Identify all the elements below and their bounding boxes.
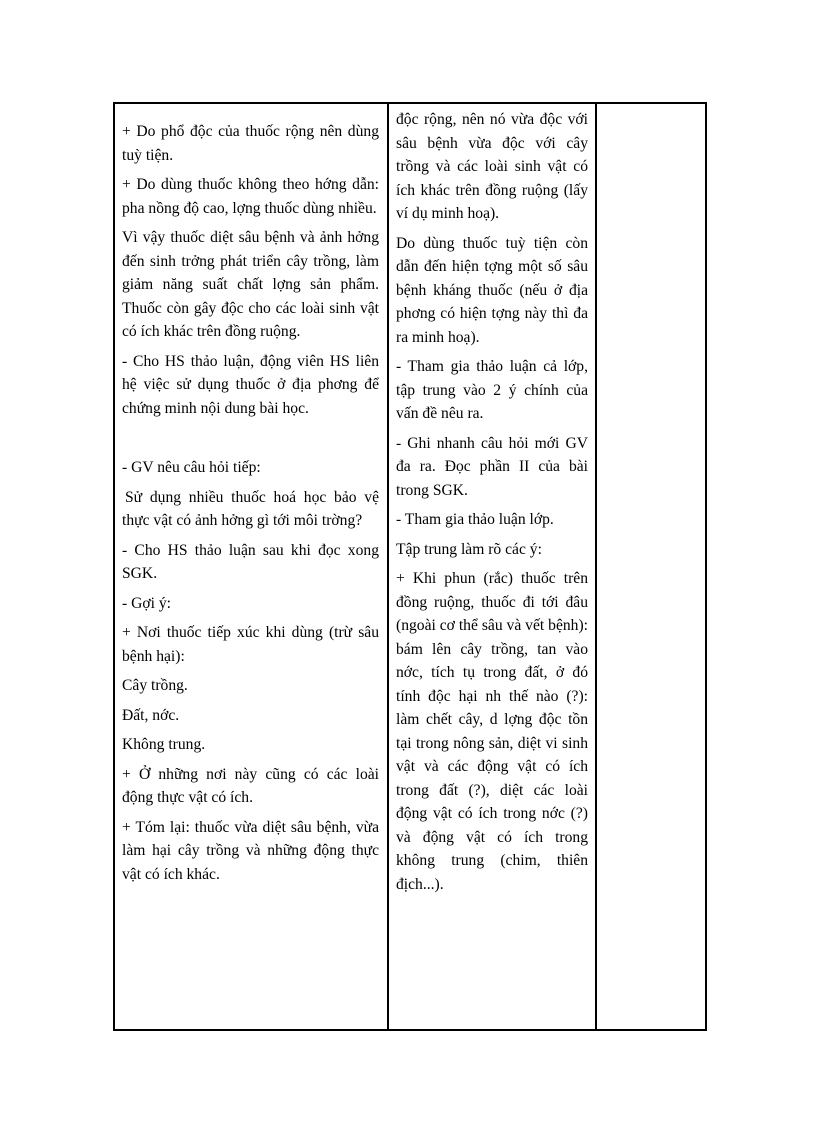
paragraph: - Cho HS thảo luận sau khi đọc xong SGK.: [122, 541, 379, 582]
notes-column: [596, 103, 706, 1030]
paragraph: - GV nêu câu hỏi tiếp:: [122, 459, 261, 476]
paragraph: + Do phổ độc của thuốc rộng nên dùng tuỳ tiện.: [122, 123, 379, 164]
notes-cell: [597, 104, 705, 1013]
paragraph: - Tham gia thảo luận cả lớp, tập trung vào 2 ý chính của vấn đề nêu ra.: [396, 358, 588, 422]
paragraph: + Nơi thuốc tiếp xúc khi dùng (trừ sâu bệnh hại):: [122, 624, 379, 665]
paragraph: + Tóm lại: thuốc vừa diệt sâu bệnh, vừa làm hại cây trồng và những động thực vật có ích khác.: [122, 818, 379, 883]
paragraph: Tập trung làm rõ các ý:: [396, 540, 542, 558]
paragraph: + Ở những nơi này cũng có các loài động thực vật có ích.: [122, 765, 379, 806]
teacher-activity-column: [114, 103, 388, 1030]
paragraph: - Cho HS thảo luận, động viên HS liên hệ việc sử dụng thuốc ở địa phơng để chứng minh nội dung bài học.: [122, 352, 379, 417]
paragraph: - Tham gia thảo luận lớp.: [396, 511, 554, 528]
paragraph: Vì vậy thuốc diệt sâu bệnh và ảnh hởng đến sinh trởng phát triển cây trồng, làm giảm năng suất chất lợng sản phẩm. Thuốc còn gây độc cho các loài sinh vật có ích khác trên đồng ruộng.: [122, 229, 379, 340]
student-activity-column: [388, 103, 596, 1030]
paragraph: Sử dụng nhiều thuốc hoá học bảo vệ thực vật có ảnh hởng gì tới môi trờng?: [122, 488, 379, 529]
paragraph: Do dùng thuốc tuỳ tiện còn dẫn đến hiện tợng một số sâu bệnh kháng thuốc (nếu ở địa phơng có hiện tợng này thì đa ra minh hoạ).: [396, 234, 588, 346]
paragraph: + Do dùng thuốc không theo hớng dẫn: pha nồng độ cao, lợng thuốc dùng nhiều.: [122, 176, 379, 217]
lesson-table: [113, 102, 707, 1031]
paragraph: + Khi phun (rắc) thuốc trên đồng ruộng, thuốc đi tới đâu (ngoài cơ thể sâu và vết bệnh): bám lên cây trồng, tan vào nớc, tích tụ trong đất, ở đó tính độc hại nh thế nào (?): làm chết cây, d lợng độc tồn tại trong nông sản, diệt vi sinh vật và các động vật có ích trong đất (?), diệt các loài động vật có ích trong nớc (?) và động vật có ích trong không trung (chim, thiên địch...).: [396, 570, 588, 893]
paragraph: độc rộng, nên nó vừa độc với sâu bệnh vừa độc với cây trồng và các loài sinh vật có ích khác trên đồng ruộng (lấy ví dụ minh hoạ).: [396, 111, 588, 222]
paragraph: - Ghi nhanh câu hỏi mới GV đa ra. Đọc phần II của bài trong SGK.: [396, 434, 588, 499]
paragraph: Đất, nớc.: [122, 706, 180, 724]
paragraph: - Gợi ý:: [122, 594, 171, 612]
table-row: [114, 103, 706, 1030]
paragraph: Không trung.: [122, 736, 206, 753]
paragraph: Cây trồng.: [122, 677, 188, 694]
